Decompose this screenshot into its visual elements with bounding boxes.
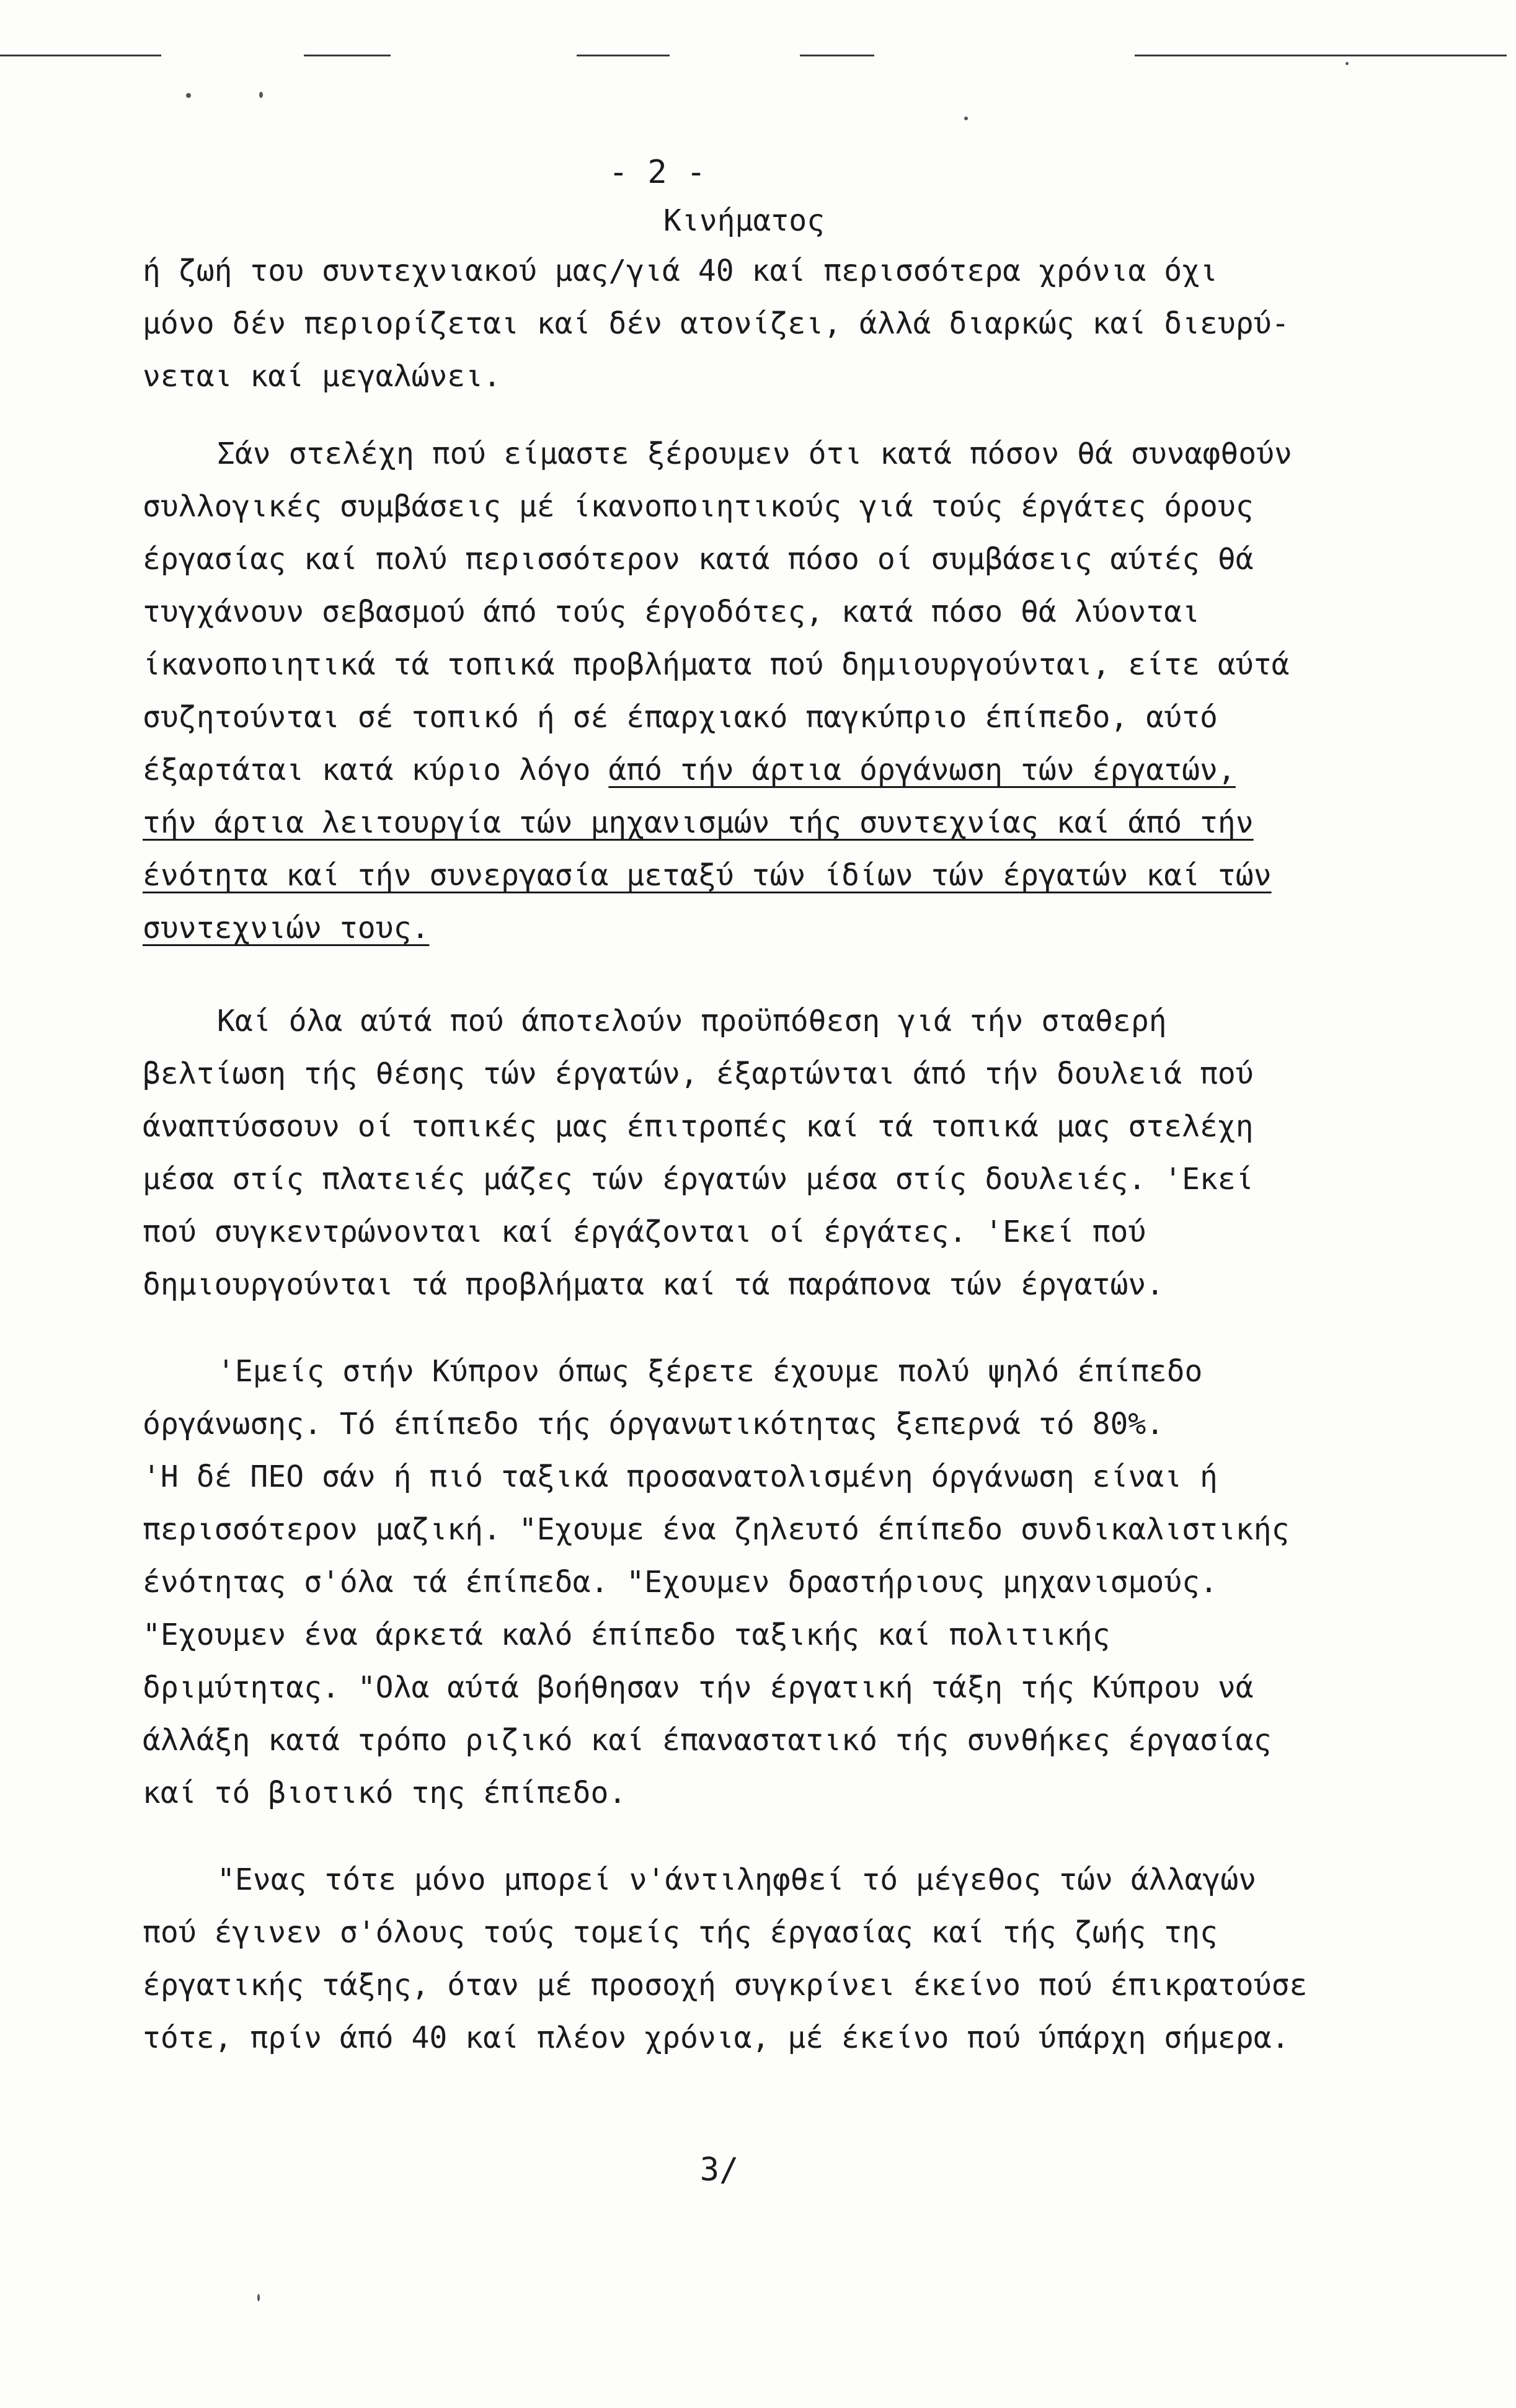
- text-line: νεται καί μεγαλώνει.: [143, 359, 501, 394]
- text-line: ένότητας σ'όλα τά έπίπεδα. "Εχουμεν δραστήριους μηχανισμούς.: [143, 1565, 1218, 1600]
- text-line: 'Η δέ ΠΕΟ σάν ή πιό ταξικά προσανατολισμένη όργάνωση είναι ή: [143, 1459, 1218, 1494]
- text-line: "Ενας τότε μόνο μπορεί ν'άντιληφθεί τό μέγεθος τών άλλαγών: [217, 1862, 1257, 1897]
- text-line: τότε, πρίν άπό 40 καί πλέον χρόνια, μέ έκείνο πού ύπάρχη σήμερα.: [143, 2021, 1290, 2055]
- paragraph-3: [143, 995, 1389, 1311]
- text-line: 'Εμείς στήν Κύπρον όπως ξέρετε έχουμε πολύ ψηλό έπίπεδο: [217, 1354, 1203, 1389]
- ink-speck: [1345, 62, 1349, 65]
- text-fragment: έξαρτάται κατά κύριο λόγο: [143, 753, 609, 787]
- text-line: ή ζωή του συντεχνιακού μας/γιά 40 καί περισσότερα χρόνια όχι: [143, 254, 1218, 288]
- ink-speck: [259, 92, 263, 98]
- text-line: βελτίωση τής θέσης τών έργατών, έξαρτώνται άπό τήν δουλειά πού: [143, 1056, 1254, 1091]
- text-line: άλλάξη κατά τρόπο ριζικό καί έπαναστατικό τής συνθήκες έργασίας: [143, 1723, 1272, 1758]
- ink-speck: [257, 2294, 260, 2301]
- underlined-line: ένότητα καί τήν συνεργασία μεταξύ τών ίδίων τών έργατών καί τών: [143, 858, 1272, 893]
- text-line: ίκανοποιητικά τά τοπικά προβλήματα πού δημιουργούνται, είτε αύτά: [143, 647, 1290, 682]
- text-line: έργατικής τάξης, όταν μέ προσοχή συγκρίνει έκείνο πού έπικρατούσε: [143, 1968, 1308, 2003]
- text-line: "Εχουμεν ένα άρκετά καλό έπίπεδο ταξικής καί πολιτικής: [143, 1618, 1110, 1652]
- text-line: πού συγκεντρώνονται καί έργάζονται οί έργάτες. 'Εκεί πού: [143, 1215, 1146, 1249]
- text-line: συλλογικές συμβάσεις μέ ίκανοποιητικούς γιά τούς έργάτες όρους: [143, 489, 1254, 524]
- text-line: δημιουργούνται τά προβλήματα καί τά παράπονα τών έργατών.: [143, 1267, 1164, 1302]
- underlined-fragment: άπό τήν άρτια όργάνωση τών έργατών,: [608, 753, 1236, 787]
- text-line: άναπτύσσουν οί τοπικές μας έπιτροπές καί τά τοπικά μας στελέχη: [143, 1109, 1254, 1144]
- text-line: Καί όλα αύτά πού άποτελούν προϋπόθεση γιά τήν σταθερή: [217, 1004, 1167, 1038]
- paragraph-4: [143, 1345, 1389, 1820]
- text-line: πού έγινεν σ'όλους τούς τομείς τής έργασίας καί τής ζωής της: [143, 1915, 1218, 1950]
- text-line: μέσα στίς πλατειές μάζες τών έργατών μέσα στίς δουλειές. 'Εκεί: [143, 1162, 1254, 1197]
- underlined-line: τήν άρτια λειτουργία τών μηχανισμών τής συντεχνίας καί άπό τήν: [143, 805, 1254, 840]
- paragraph-5: [143, 1854, 1389, 2065]
- page-number: - 2 -: [608, 154, 706, 191]
- paragraph-2: [143, 428, 1389, 955]
- header-rule-4: [800, 55, 874, 56]
- text-line-mixed: [143, 744, 1389, 797]
- header-rule-1: [0, 55, 161, 56]
- text-line: δριμύτητας. "Ολα αύτά βοήθησαν τήν έργατική τάξη τής Κύπρου νά: [143, 1670, 1254, 1705]
- text-line: τυγχάνουν σεβασμού άπό τούς έργοδότες, κατά πόσο θά λύονται: [143, 595, 1200, 629]
- text-line: περισσότερον μαζική. "Εχουμε ένα ζηλευτό έπίπεδο συνδικαλιστικής: [143, 1512, 1290, 1547]
- paragraph-1: [143, 245, 1389, 403]
- header-rule-3: [577, 55, 670, 56]
- text-line: συζητούνται σέ τοπικό ή σέ έπαρχιακό παγκύπριο έπίπεδο, αύτό: [143, 700, 1218, 735]
- text-line: Σάν στελέχη πού είμαστε ξέρουμεν ότι κατά πόσον θά συναφθούν: [217, 436, 1292, 471]
- text-line: καί τό βιοτικό της έπίπεδο.: [143, 1776, 627, 1810]
- next-page-marker: 3/: [699, 2151, 739, 2189]
- header-rule-5: [1135, 55, 1507, 56]
- ink-speck: [964, 117, 968, 120]
- underlined-line: συντεχνιών τους.: [143, 911, 430, 945]
- ink-speck: [186, 93, 191, 98]
- continuation-word: Κινήματος: [663, 203, 825, 238]
- text-line: έργασίας καί πολύ περισσότερον κατά πόσο οί συμβάσεις αύτές θά: [143, 542, 1254, 577]
- text-line: όργάνωσης. Τό έπίπεδο τής όργανωτικότητας ξεπερνά τό 80%.: [143, 1407, 1164, 1441]
- header-rule-2: [304, 55, 391, 56]
- text-line: μόνο δέν περιορίζεται καί δέν ατονίζει, άλλά διαρκώς καί διευρύ-: [143, 306, 1290, 341]
